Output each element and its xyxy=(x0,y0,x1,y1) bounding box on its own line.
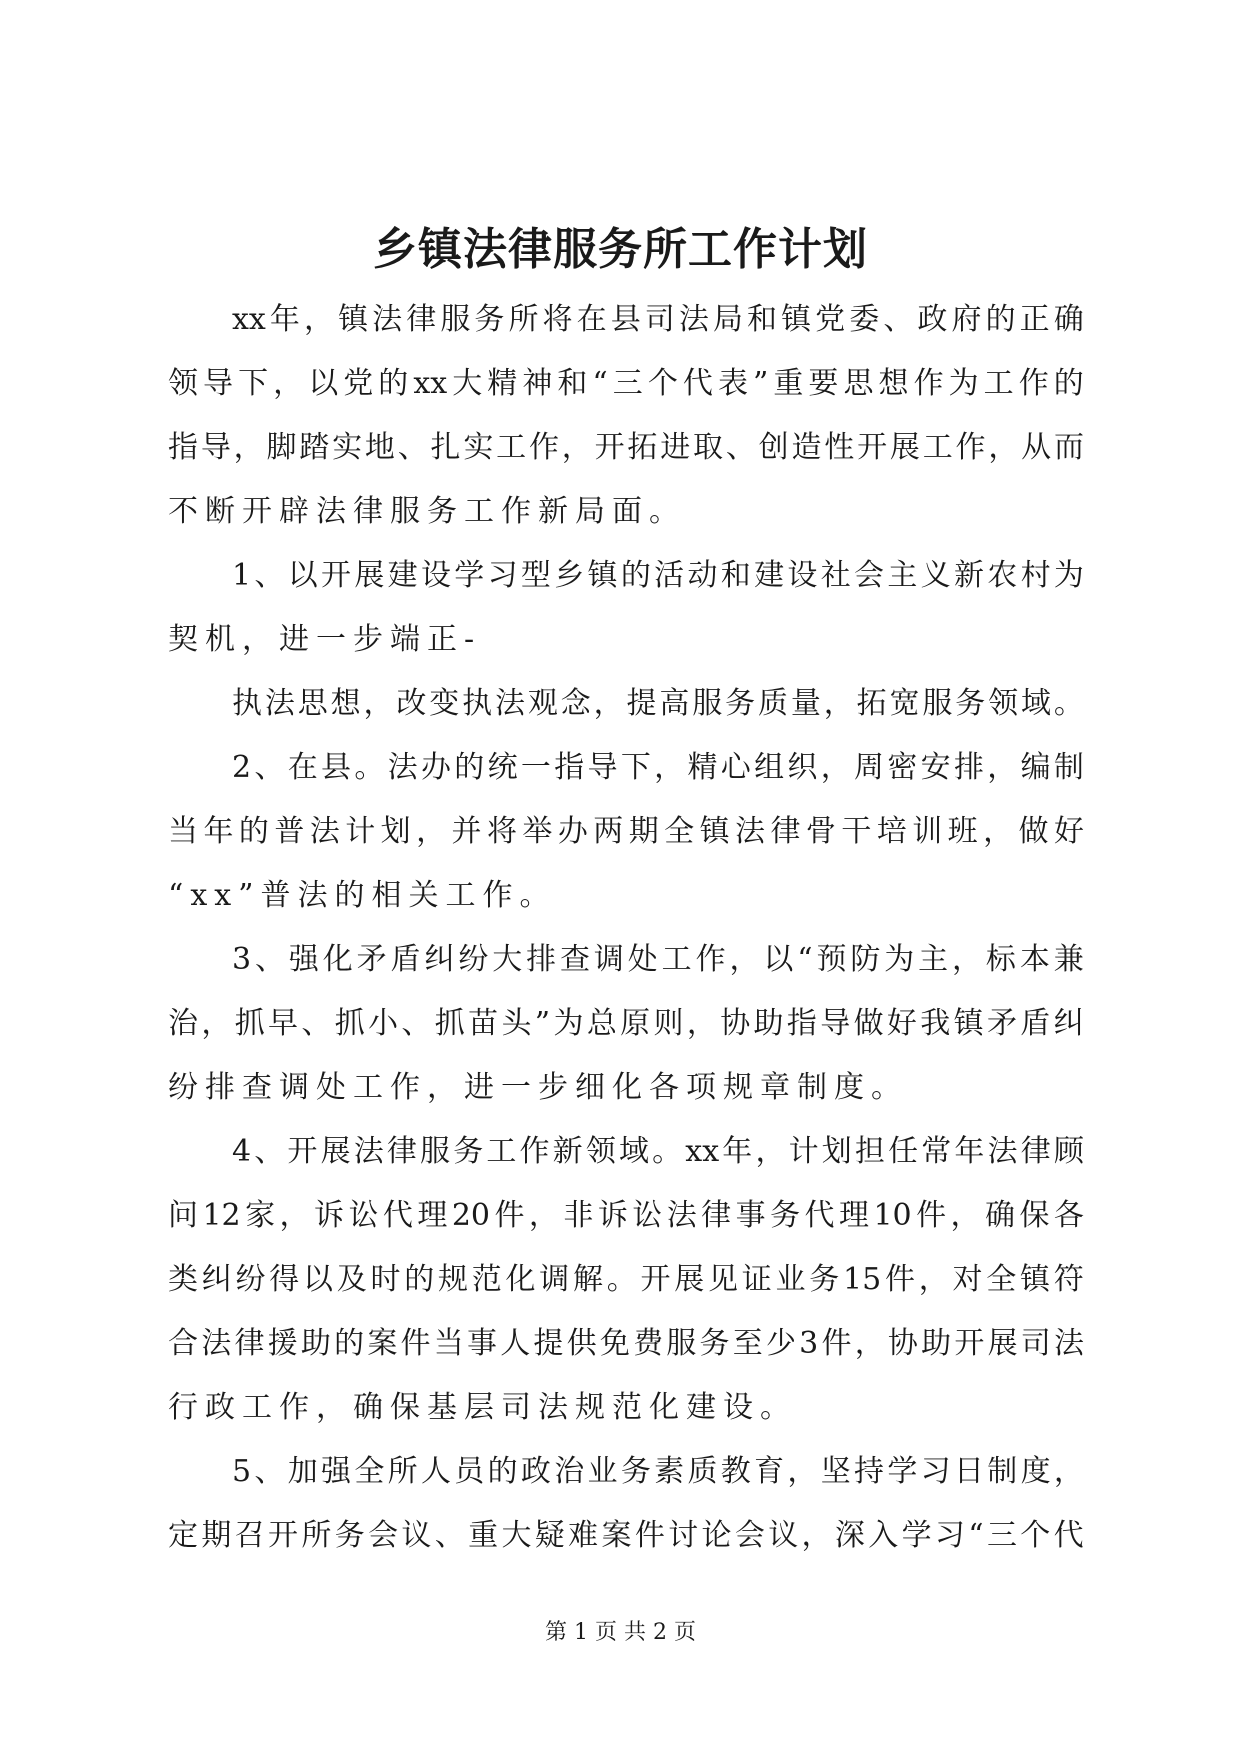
text-line: 执 法 思 想 ， 改 变 执 法 观 念 ， 提 高 服 务 质 量 ， 拓 宽 服 务 领 域 。 xyxy=(232,686,1084,721)
text-line: 5 、 加 强 全 所 人 员 的 政 治 业 务 素 质 教 育 ， 坚 持 学 习 日 制 度 ， xyxy=(232,1454,1084,1489)
text-line: 4 、 开 展 法 律 服 务 工 作 新 领 域 。 xx 年 ， 计 划 担 任 常 年 法 律 顾 xyxy=(232,1134,1084,1169)
page-footer: 第 1 页 共 2 页 xyxy=(545,1620,696,1645)
text-line: xx 年 ， 镇 法 律 服 务 所 将 在 县 司 法 局 和 镇 党 委 、 政 府 的 正 确 xyxy=(232,302,1084,337)
text-line: 纷排查调处工作，进一步细化各项规章制度。 xyxy=(168,1070,908,1105)
text-line: 合 法 律 援 助 的 案 件 当 事 人 提 供 免 费 服 务 至 少 3 件 ， 协 助 开 展 司 法 xyxy=(168,1326,1084,1361)
text-line: 1 、 以 开 展 建 设 学 习 型 乡 镇 的 活 动 和 建 设 社 会 主 义 新 农 村 为 xyxy=(232,558,1084,593)
text-line: 指 导 ， 脚 踏 实 地 、 扎 实 工 作 ， 开 拓 进 取 、 创 造 性 开 展 工 作 ， 从 而 xyxy=(168,430,1084,465)
text-line: 当 年 的 普 法 计 划 ， 并 将 举 办 两 期 全 镇 法 律 骨 干 培 训 班 ， 做 好 xyxy=(168,814,1084,849)
text-line: 2 、 在 县 。 法 办 的 统 一 指 导 下 ， 精 心 组 织 ， 周 密 安 排 ， 编 制 xyxy=(232,750,1084,785)
document-body xyxy=(168,288,1084,1568)
text-line: 治 ， 抓 早 、 抓 小 、 抓 苗 头 ” 为 总 原 则 ， 协 助 指 导 做 好 我 镇 矛 盾 纠 xyxy=(168,1006,1084,1041)
text-line: 3 、 强 化 矛 盾 纠 纷 大 排 查 调 处 工 作 ， 以 “ 预 防 为 主 ， 标 本 兼 xyxy=(232,942,1084,977)
text-line: 问 12 家 ， 诉 讼 代 理 20 件 ， 非 诉 讼 法 律 事 务 代 理 10 件 ， 确 保 各 xyxy=(168,1198,1084,1233)
document-title: 乡镇法律服务所工作计划 xyxy=(373,224,868,275)
text-line: 类 纠 纷 得 以 及 时 的 规 范 化 调 解 。 开 展 见 证 业 务 15 件 ， 对 全 镇 符 xyxy=(168,1262,1084,1297)
text-line: “xx”普法的相关工作。 xyxy=(168,878,557,913)
text-line: 契机，进一步端正- xyxy=(168,622,482,657)
text-line: 定 期 召 开 所 务 会 议 、 重 大 疑 难 案 件 讨 论 会 议 ， 深 入 学 习 “ 三 个 代 xyxy=(168,1518,1084,1553)
text-line: 行政工作，确保基层司法规范化建设。 xyxy=(168,1390,797,1425)
text-line: 领 导 下 ， 以 党 的 xx 大 精 神 和 “ 三 个 代 表 ” 重 要 思 想 作 为 工 作 的 xyxy=(168,366,1084,401)
text-line: 不断开辟法律服务工作新局面。 xyxy=(168,494,686,529)
